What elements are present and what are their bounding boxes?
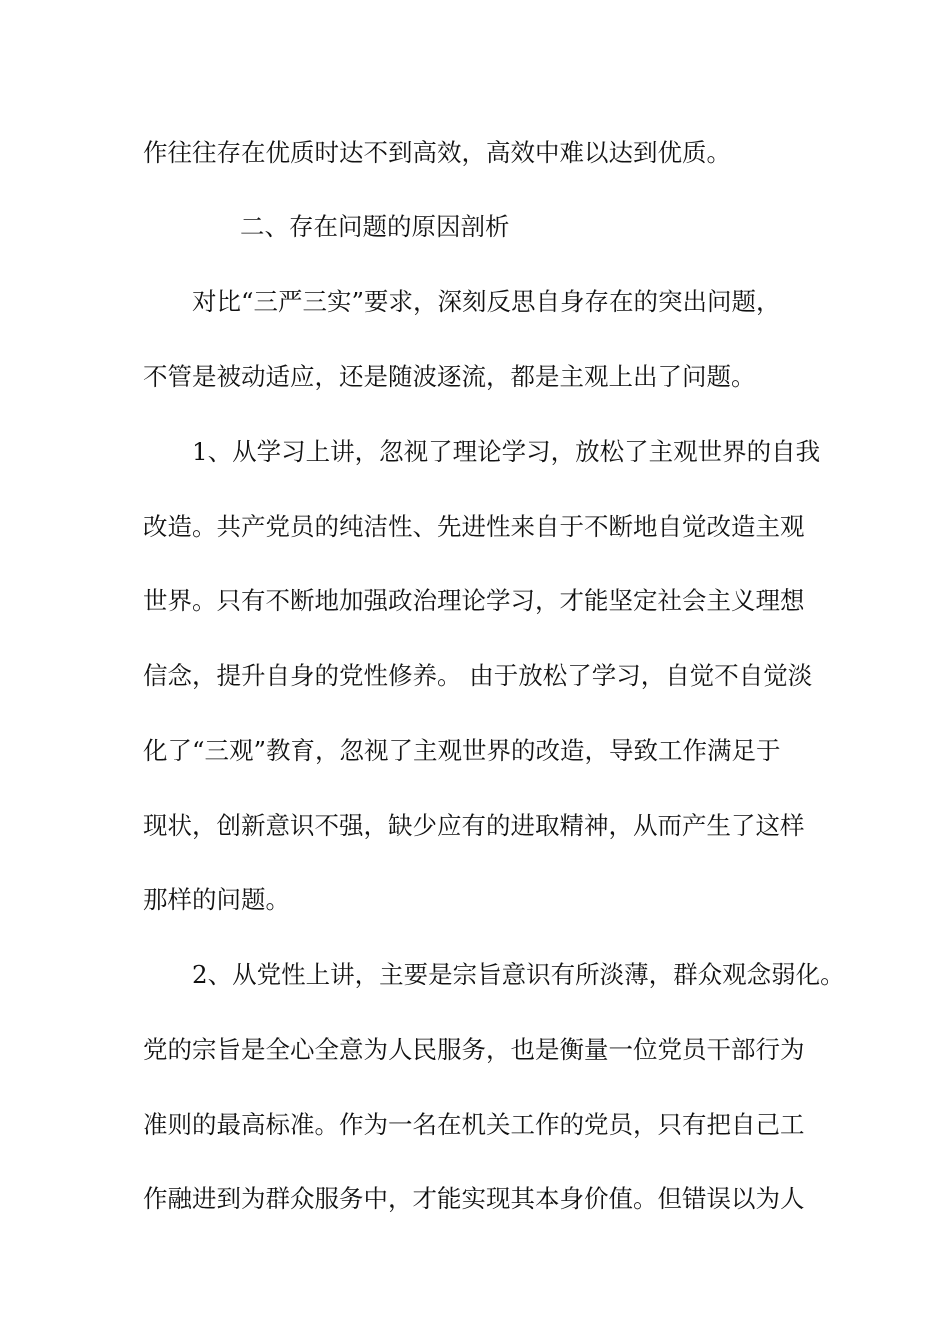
text-line: 化了“三观”教育，忽视了主观世界的改造，导致工作满足于	[143, 736, 781, 765]
text-line: 世界。只有不断地加强政治理论学习，才能坚定社会主义理想	[143, 586, 805, 615]
text-line: 作融进到为群众服务中，才能实现其本身价值。但错误以为人	[143, 1184, 805, 1213]
text-line: 改造。共产党员的纯洁性、先进性来自于不断地自觉改造主观	[143, 512, 805, 541]
section-heading: 二、存在问题的原因剖析	[240, 212, 510, 241]
text-line: 对比“三严三实”要求，深刻反思自身存在的突出问题，	[192, 287, 781, 316]
text-line: 不管是被动适应，还是随波逐流，都是主观上出了问题。	[143, 362, 756, 391]
text-line: 1、从学习上讲，忽视了理论学习，放松了主观世界的自我	[192, 437, 821, 466]
text-line: 那样的问题。	[143, 885, 290, 914]
text-line: 准则的最高标准。作为一名在机关工作的党员，只有把自己工	[143, 1110, 805, 1139]
text-line: 信念，提升自身的党性修养。 由于放松了学习，自觉不自觉淡	[143, 661, 813, 690]
text-line: 党的宗旨是全心全意为人民服务，也是衡量一位党员干部行为	[143, 1035, 805, 1064]
text-line: 作往往存在优质时达不到高效，高效中难以达到优质。	[143, 138, 731, 167]
text-line: 2、从党性上讲，主要是宗旨意识有所淡薄，群众观念弱化。	[192, 960, 845, 989]
text-line: 现状，创新意识不强，缺少应有的进取精神，从而产生了这样	[143, 811, 805, 840]
